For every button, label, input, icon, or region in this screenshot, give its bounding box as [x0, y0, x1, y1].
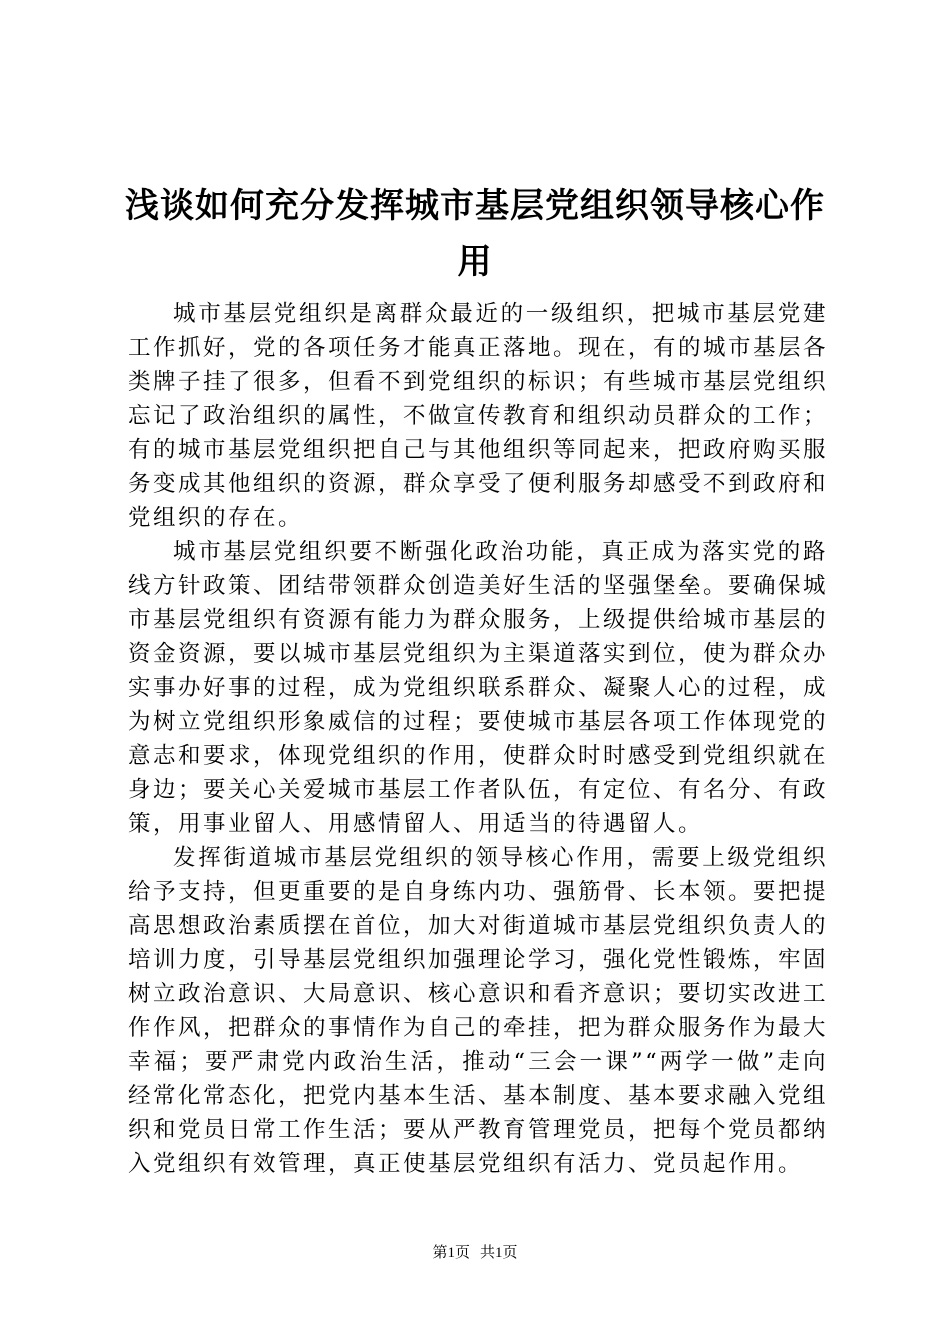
- document-body: [128, 297, 828, 1181]
- document-title: 浅谈如何充分发挥城市基层党组织领导核心作用: [125, 186, 825, 282]
- page-number: 第1页: [432, 1245, 470, 1261]
- paragraph-1: 城市基层党组织是离群众最近的一级组织，把城市基层党建工作抓好，党的各项任务才能真正落地。现在，有的城市基层各类牌子挂了很多，但看不到党组织的标识；有些城市基层党组织忘记了政治组织的属性，不做宣传教育和组织动员群众的工作；有的城市基层党组织把自己与其他组织等同起来，把政府购买服务变成其他组织的资源，群众享受了便利服务却感受不到政府和党组织的存在。: [128, 301, 829, 531]
- paragraph-3: 发挥街道城市基层党组织的领导核心作用，需要上级党组织给予支持，但更重要的是自身练内功、强筋骨、长本领。要把提高思想政治素质摆在首位，加大对街道城市基层党组织负责人的培训力度，引导基层党组织加强理论学习，强化党性锻炼，牢固树立政治意识、大局意识、核心意识和看齐意识；要切实改进工作作风，把群众的事情作为自己的牵挂，把为群众服务作为最大幸福；要严肃党内政治生活，推动“三会一课”“两学一做”走向经常化常态化，把党内基本生活、基本制度、基本要求融入党组织和党员日常工作生活；要从严教育管理党员，把每个党员都纳入党组织有效管理，真正使基层党组织有活力、党员起作用。: [128, 845, 829, 1177]
- page-total: 共1页: [480, 1245, 518, 1261]
- page-footer: [0, 1243, 950, 1263]
- paragraph-2: 城市基层党组织要不断强化政治功能，真正成为落实党的路线方针政策、团结带领群众创造美好生活的坚强堡垒。要确保城市基层党组织有资源有能力为群众服务，上级提供给城市基层的资金资源，要以城市基层党组织为主渠道落实到位，使为群众办实事办好事的过程，成为党组织联系群众、凝聚人心的过程，成为树立党组织形象威信的过程；要使城市基层各项工作体现党的意志和要求，体现党组织的作用，使群众时时感受到党组织就在身边；要关心关爱城市基层工作者队伍，有定位、有名分、有政策，用事业留人、用感情留人、用适当的待遇留人。: [128, 539, 829, 837]
